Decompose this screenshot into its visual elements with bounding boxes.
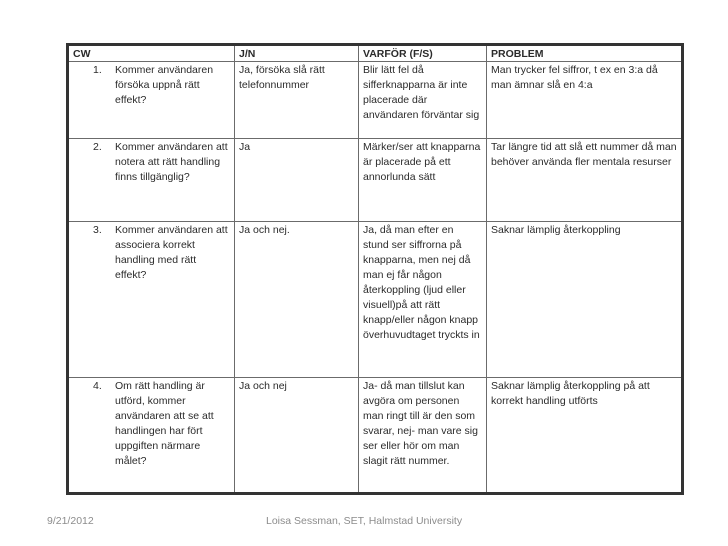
footer-credit: Loisa Sessman, SET, Halmstad University <box>266 515 463 527</box>
answer-cell: Ja och nej <box>235 378 359 494</box>
question-number: 4. <box>93 380 102 392</box>
question-number: 3. <box>93 224 102 236</box>
footer-date: 9/21/2012 <box>47 515 94 527</box>
question-cell <box>68 139 235 222</box>
reason-cell: Blir lätt fel då sifferknapparna är inte placerade där användaren förväntar sig <box>359 62 487 139</box>
reason-cell: Märker/ser att knapparna är placerade på ett annorlunda sätt <box>359 139 487 222</box>
header-jn: J/N <box>235 45 359 62</box>
table-row <box>68 222 683 378</box>
question-cell <box>68 222 235 378</box>
question-text: Kommer användaren försöka uppnå rätt effekt? <box>115 64 214 106</box>
problem-cell: Man trycker fel siffror, t ex en 3:a då man ämnar slå en 4:a <box>487 62 683 139</box>
question-text: Om rätt handling är utförd, kommer användaren att se att handlingen har fört uppgiften närmare målet? <box>115 380 214 467</box>
question-cell <box>68 62 235 139</box>
table-row <box>68 378 683 494</box>
question-number: 2. <box>93 141 102 153</box>
problem-cell: Saknar lämplig återkoppling <box>487 222 683 378</box>
question-number: 1. <box>93 64 102 76</box>
question-cell <box>68 378 235 494</box>
question-text: Kommer användaren att associera korrekt handling med rätt effekt? <box>115 224 228 281</box>
walkthrough-table <box>66 43 684 495</box>
header-problem: PROBLEM <box>487 45 683 62</box>
table-row <box>68 139 683 222</box>
answer-cell: Ja <box>235 139 359 222</box>
table-row <box>68 62 683 139</box>
header-varfor: VARFÖR (F/S) <box>359 45 487 62</box>
problem-cell: Tar längre tid att slå ett nummer då man behöver använda fler mentala resurser <box>487 139 683 222</box>
question-text: Kommer användaren att notera att rätt handling finns tillgänglig? <box>115 141 228 183</box>
header-cw: CW <box>68 45 235 62</box>
reason-cell: Ja- då man tillslut kan avgöra om personen man ringt till är den som svarar, nej- man vare sig ser eller hör om man slagit rätt nummer. <box>359 378 487 494</box>
answer-cell: Ja och nej. <box>235 222 359 378</box>
table-header-row <box>68 45 683 62</box>
problem-cell: Saknar lämplig återkoppling på att korrekt handling utförts <box>487 378 683 494</box>
reason-cell: Ja, då man efter en stund ser siffrorna på knapparna, men nej då man ej får någon återkoppling (ljud eller visuell)på att rätt knapp/eller någon knapp överhuvudtaget tryckts in <box>359 222 487 378</box>
answer-cell: Ja, försöka slå rätt telefonnummer <box>235 62 359 139</box>
